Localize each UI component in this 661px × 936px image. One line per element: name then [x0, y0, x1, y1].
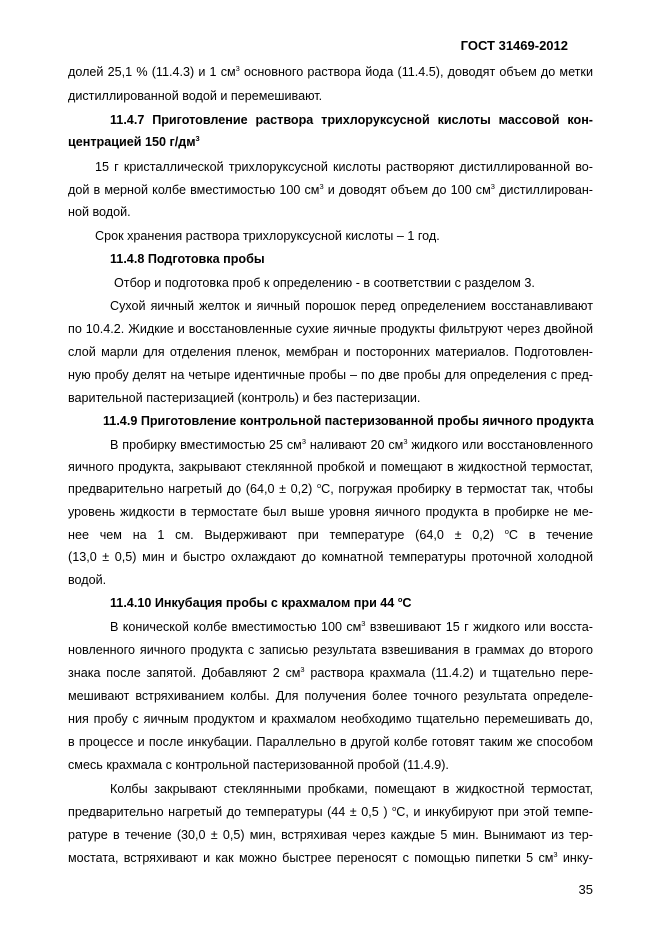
- text-line: нее чем на 1 см. Выдерживают при температуре (64,0 ± 0,2) $^o$С в течение: [68, 527, 593, 542]
- text-line: В конической колбе вместимостью 100 $см^3$ взвешивают 15 г жидкого или восста-: [110, 619, 593, 634]
- text-line: водой.: [68, 573, 107, 587]
- text-line: по 10.4.2. Жидкие и восстановленные сухие яичные продукты фильтруют через двойной: [68, 322, 593, 336]
- section-heading-11-4-9: 11.4.9 Приготовление контрольной пастеризованной пробы яичного продукта: [103, 414, 594, 428]
- text-line: 15 г кристаллической трихлоруксусной кислоты растворяют дистиллированной во-: [95, 160, 593, 174]
- text-line: уровень жидкости в термостате был выше уровня яичного продукта в пробирке не ме-: [68, 505, 593, 519]
- text-line: (13,0 ± 0,5) мин и быстро охлаждают до комнатной температуры проточной холодной: [68, 550, 593, 564]
- section-heading-11-4-7-cont: центрацией 150 $г/дм^3$: [68, 134, 200, 149]
- text-line: новленного яичного продукта с записью результата взвешивания в граммах до второго: [68, 643, 593, 657]
- page-number: 35: [578, 882, 593, 897]
- text-line: дой в мерной колбе вместимостью 100 $см^3$ и доводят объем до 100 $см^3$ дистиллирован-: [68, 182, 593, 197]
- text-line: ной водой.: [68, 205, 131, 219]
- text-line: Колбы закрывают стеклянными пробками, помещают в жидкостной термостат,: [110, 782, 593, 796]
- section-heading-11-4-8: 11.4.8 Подготовка пробы: [110, 252, 265, 266]
- section-heading-11-4-7: 11.4.7 Приготовление раствора трихлоруксусной кислоты массовой кон-: [110, 113, 593, 127]
- text-line: в процессе и после инкубации. Параллельно в другой колбе готовят таким же способом: [68, 735, 593, 749]
- text-line: предварительно нагретый до температуры (44 ± 0,5 ) $^o$С, и инкубируют при этой темпе-: [68, 804, 593, 819]
- text-line: варительной пастеризацией (контроль) и без пастеризации.: [68, 391, 421, 405]
- text-line: Отбор и подготовка проб к определению - в соответствии с разделом 3.: [114, 276, 535, 290]
- document-code-header: ГОСТ 31469-2012: [460, 38, 568, 53]
- text-line: мостата, встряхивают и как можно быстрее переносят с помощью пипетки 5 $см^3$ инку-: [68, 850, 593, 865]
- text-line: дистиллированной водой и перемешивают.: [68, 89, 323, 103]
- text-line: предварительно нагретый до (64,0 ± 0,2) $^o$С, погружая пробирку в термостат так, чтобы: [68, 481, 593, 496]
- section-heading-11-4-10: 11.4.10 Инкубация пробы с крахмалом при 44 $^o$С: [110, 595, 412, 610]
- text-line: ную пробу делят на четыре идентичные пробы – по две пробы для определения с пред-: [68, 368, 593, 382]
- text-line: смесь крахмала с контрольной пастеризованной пробой (11.4.9).: [68, 758, 449, 772]
- text-line: ния пробу с яичным продуктом и крахмалом необходимо тщательно перемешивать до,: [68, 712, 593, 726]
- text-line: В пробирку вместимостью 25 $см^3$ наливают 20 $см^3$ жидкого или восстановленного: [110, 437, 593, 452]
- text-line: яичного продукта, закрывают стеклянной пробкой и помещают в жидкостной термостат,: [68, 460, 593, 474]
- text-line: Срок хранения раствора трихлоруксусной кислоты – 1 год.: [95, 229, 440, 243]
- text-line: ратуре в течение (30,0 ± 0,5) мин, встряхивая через каждые 5 мин. Вынимают из тер-: [68, 828, 593, 842]
- text-line: слой марли для отделения пленок, мембран и посторонних материалов. Подготовлен-: [68, 345, 593, 359]
- text-line: мешивают встряхиванием колбы. Для получения более точного результата определе-: [68, 689, 593, 703]
- text-line: знака после запятой. Добавляют 2 $см^3$ раствора крахмала (11.4.2) и тщательно пере-: [68, 665, 594, 680]
- text-line: Сухой яичный желток и яичный порошок перед определением восстанавливают: [110, 299, 593, 313]
- text-line: долей 25,1 % (11.4.3) и 1 $см^3$ основного раствора йода (11.4.5), доводят объем до метки: [68, 64, 593, 79]
